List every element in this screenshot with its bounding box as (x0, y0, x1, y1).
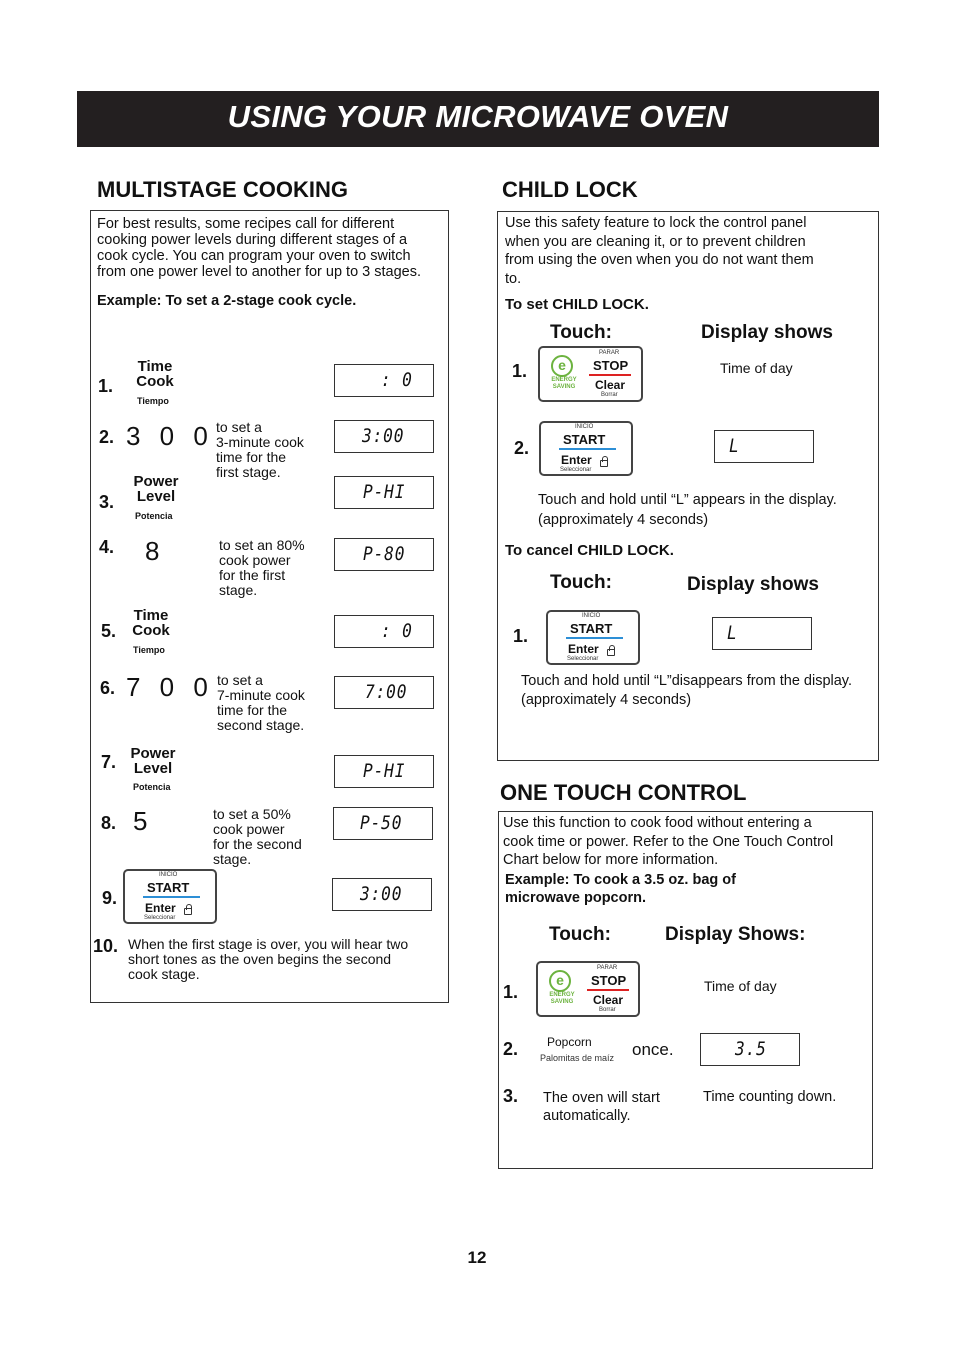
display-box (334, 676, 434, 709)
step-description: to set a 3-minute cook time for the first stage. (216, 419, 304, 480)
time-of-day-text: Time of day (720, 360, 793, 376)
step-number: 4. (99, 537, 115, 557)
clear-label: Clear (595, 378, 626, 392)
stop-clear-button[interactable] (536, 961, 640, 1017)
step-number: 7. (101, 752, 117, 772)
display-box (334, 420, 434, 453)
display-box (334, 538, 434, 571)
start-button-top: INICIO (582, 613, 601, 619)
page-title: USING YOUR MICROWAVE OVEN (227, 99, 729, 134)
step-description: to set a 50% cook power for the second stage. (213, 806, 302, 867)
display-box (700, 1033, 800, 1066)
display-text: L (727, 622, 738, 644)
one-touch-example: Example: To cook a 3.5 oz. bag of microwave popcorn. (505, 872, 736, 906)
display-text: 3:00 (360, 883, 403, 905)
time-cook-key-sub: Tiempo (133, 645, 165, 655)
start-button[interactable] (539, 421, 633, 476)
step-number: 2. (503, 1039, 519, 1059)
touch-header: Touch: (550, 572, 612, 593)
number-keys[interactable]: 3 0 0 (126, 421, 214, 451)
display-text: P-HI (363, 481, 406, 503)
start-button-label: START (147, 880, 190, 895)
start-button-bottom: Seleccionar (560, 467, 592, 473)
step-number: 2. (99, 427, 115, 447)
power-level-key-sub: Potencia (133, 782, 171, 792)
lock-icon (600, 460, 608, 467)
time-counting-text: Time counting down. (703, 1089, 837, 1105)
time-cook-key[interactable]: Time Cook (136, 358, 174, 390)
step-description: to set a 7-minute cook time for the second stage. (217, 672, 305, 733)
one-touch-intro: Use this function to cook food without entering a cook time or power. Refer to the One Touch Control Chart below for more information. (503, 815, 834, 868)
energy-saving-icon: e (549, 970, 571, 992)
step-description: The oven will start automatically. (543, 1090, 660, 1124)
title-banner (77, 91, 879, 147)
page-number: 12 (467, 1248, 487, 1267)
start-button[interactable] (123, 869, 217, 924)
start-button-top: INICIO (159, 872, 178, 878)
touch-header: Touch: (549, 924, 611, 945)
display-box (334, 476, 434, 509)
step-number: 5. (101, 621, 117, 641)
energy-saving-label: ENERGY SAVING (551, 377, 577, 390)
start-button-bottom: Seleccionar (144, 915, 176, 921)
number-keys[interactable]: 5 (133, 806, 154, 836)
child-lock-intro: Use this safety feature to lock the control panel when you are cleaning it, or to prevent children from using the oven when you do not want them to. (505, 215, 814, 287)
display-box (332, 878, 432, 911)
step-number: 2. (514, 438, 530, 458)
step-number: 1. (513, 626, 529, 646)
stop-underline (589, 374, 631, 376)
step-number: 9. (102, 888, 118, 908)
step-number: 8. (101, 813, 117, 833)
display-text: : 0 (381, 620, 413, 642)
clear-label: Clear (593, 993, 624, 1007)
display-text: : 0 (381, 369, 413, 391)
step-number: 3. (99, 492, 115, 512)
stop-button-bottom: Borrar (601, 392, 618, 398)
number-keys[interactable]: 7 0 0 (126, 672, 214, 702)
stop-label: STOP (593, 358, 629, 373)
display-shows-header: Display shows (701, 322, 833, 343)
lock-icon (607, 649, 615, 656)
display-box (714, 430, 814, 463)
enter-label: Enter (568, 642, 599, 656)
step-description: to set an 80% cook power for the first stage. (219, 537, 305, 598)
start-underline (566, 637, 623, 639)
popcorn-key[interactable]: Popcorn (547, 1035, 592, 1049)
display-box (334, 615, 434, 648)
step-number: 10. (93, 936, 119, 956)
display-box (712, 617, 812, 650)
multistage-heading: MULTISTAGE COOKING (97, 177, 348, 202)
start-button-top: INICIO (575, 424, 594, 430)
step-description: When the first stage is over, you will hear two short tones as the oven begins the second cook stage. (128, 936, 409, 982)
start-button-label: START (570, 621, 613, 636)
energy-saving-label: ENERGY SAVING (549, 992, 575, 1005)
stop-label: STOP (591, 973, 627, 988)
stop-button-top: PARAR (597, 965, 618, 971)
start-underline (143, 896, 200, 898)
step-number: 6. (100, 678, 116, 698)
set-child-lock-heading: To set CHILD LOCK. (505, 296, 649, 313)
enter-label: Enter (561, 453, 592, 467)
display-shows-header: Display Shows: (665, 924, 806, 945)
popcorn-key-sub: Palomitas de maíz (540, 1053, 615, 1063)
child-lock-heading: CHILD LOCK (502, 177, 638, 202)
step-number: 3. (503, 1086, 519, 1106)
multistage-intro: For best results, some recipes call for different cooking power levels during different stages of a cook cycle. You can program your oven to switch from one power level to another for up to 3 stages. (97, 216, 422, 280)
enter-label: Enter (145, 901, 176, 915)
step-number: 1. (503, 982, 519, 1002)
step-number: 1. (98, 376, 114, 396)
display-box (334, 364, 434, 397)
energy-saving-icon: e (551, 355, 573, 377)
display-text: L (729, 435, 740, 457)
power-level-key[interactable]: Power Level (130, 745, 176, 777)
power-level-key[interactable]: Power Level (133, 473, 179, 505)
display-box (333, 807, 433, 840)
display-text: P-HI (363, 760, 406, 782)
cancel-child-lock-heading: To cancel CHILD LOCK. (505, 542, 674, 559)
display-text: P-80 (363, 543, 406, 565)
start-button-label: START (563, 432, 606, 447)
stop-clear-button[interactable] (538, 346, 643, 402)
cancel-child-lock-note: Touch and hold until “L”disappears from the display. (approximately 4 seconds) (521, 673, 853, 708)
step-number: 1. (512, 361, 528, 381)
start-button-bottom: Seleccionar (567, 656, 599, 662)
one-touch-heading: ONE TOUCH CONTROL (500, 780, 747, 805)
stop-button-bottom: Borrar (599, 1007, 616, 1013)
once-text: once. (632, 1040, 674, 1059)
start-underline (559, 448, 616, 450)
display-shows-header: Display shows (687, 574, 819, 595)
display-box (334, 755, 434, 788)
display-text: P-50 (360, 812, 403, 834)
stop-button-top: PARAR (599, 350, 620, 356)
display-text: 3.5 (735, 1038, 767, 1060)
time-cook-key-sub: Tiempo (137, 396, 169, 406)
lock-icon (184, 908, 192, 915)
multistage-example: Example: To set a 2-stage cook cycle. (97, 293, 357, 309)
time-cook-key[interactable]: Time Cook (132, 607, 170, 639)
display-text: 3:00 (362, 425, 405, 447)
start-button[interactable] (546, 610, 640, 665)
display-text: 7:00 (365, 681, 408, 703)
time-of-day-text: Time of day (704, 978, 777, 994)
set-child-lock-note: Touch and hold until “L” appears in the display. (approximately 4 seconds) (538, 492, 837, 528)
touch-header: Touch: (550, 322, 612, 343)
power-level-key-sub: Potencia (135, 511, 173, 521)
number-keys[interactable]: 8 (145, 536, 166, 566)
stop-underline (587, 989, 629, 991)
